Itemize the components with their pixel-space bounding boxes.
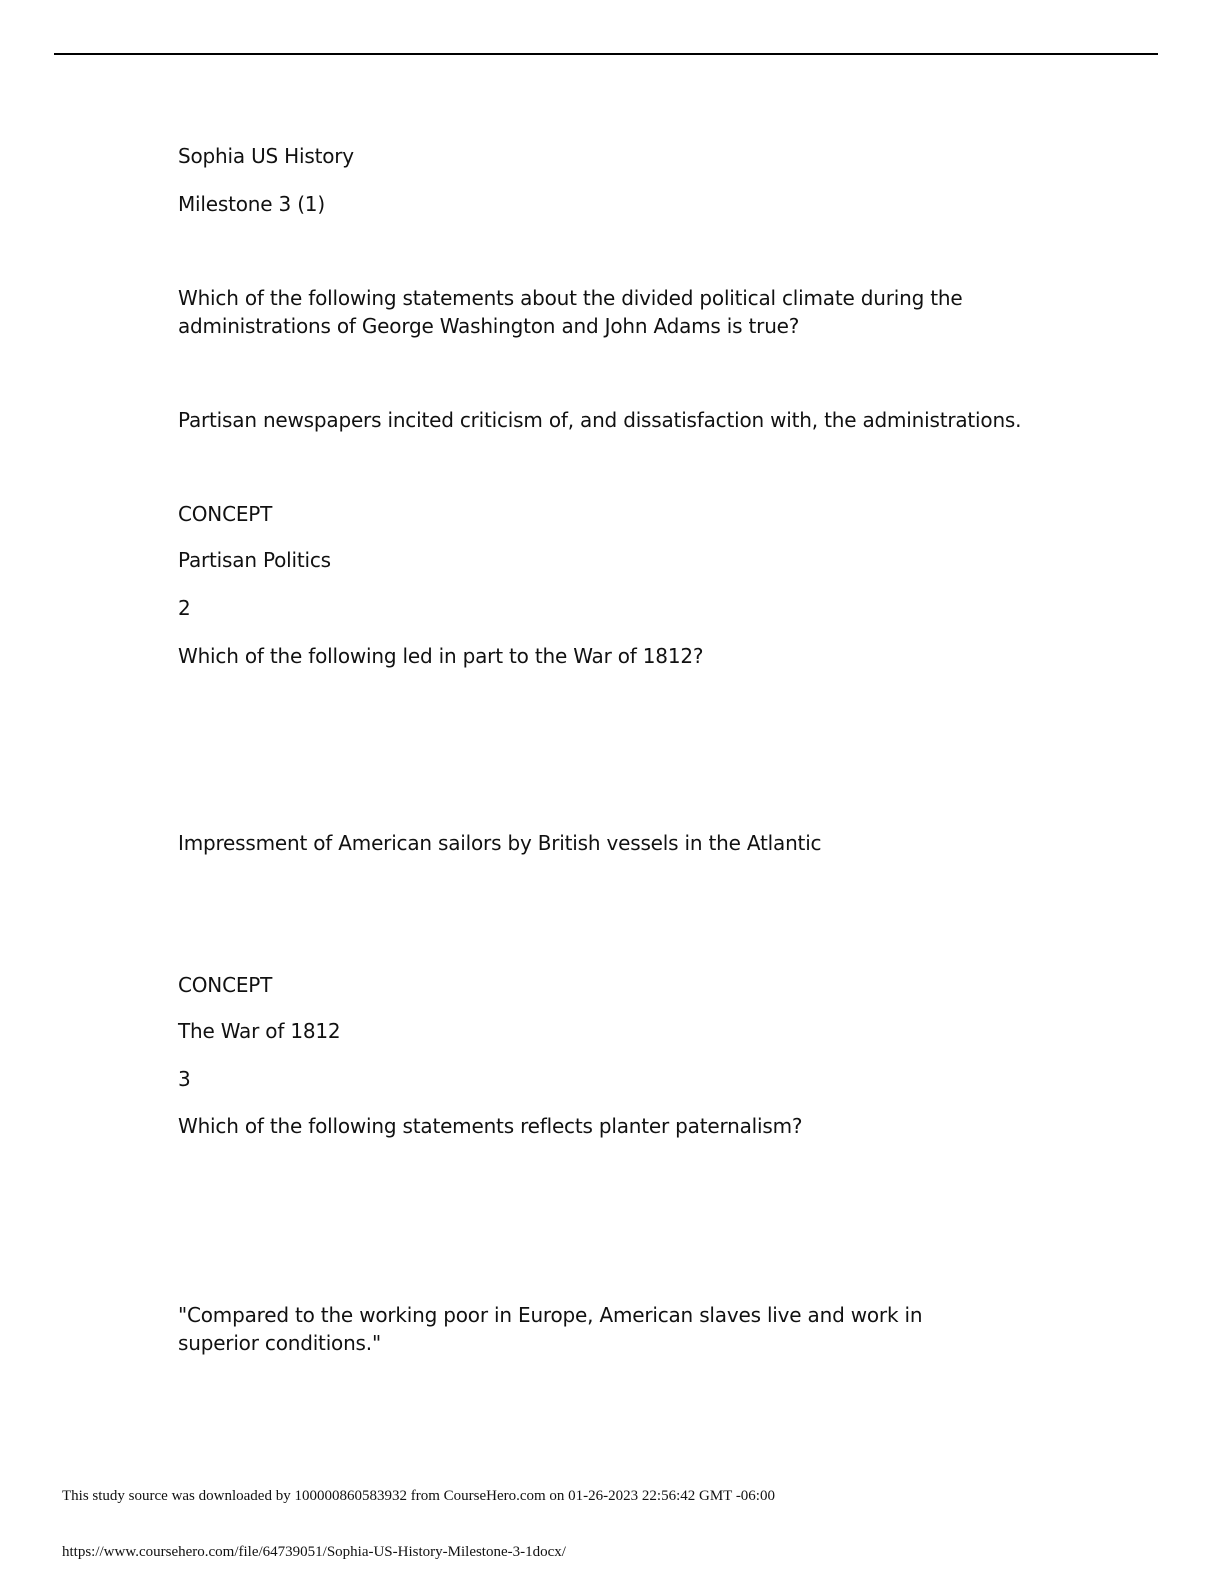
question-1-concept-heading: CONCEPT <box>178 502 273 526</box>
question-3-number: 3 <box>178 1067 191 1091</box>
question-3-text: Which of the following statements reflects planter paternalism? <box>178 1114 803 1138</box>
milestone-title: Milestone 3 (1) <box>178 192 325 216</box>
question-2-number: 2 <box>178 596 191 620</box>
question-1-concept: Partisan Politics <box>178 548 331 572</box>
course-title: Sophia US History <box>178 144 354 168</box>
question-2-concept: The War of 1812 <box>178 1019 341 1043</box>
download-notice: This study source was downloaded by 100000860583932 from CourseHero.com on 01-26-2023 22:56:42 GMT -06:00 <box>62 1488 775 1504</box>
question-3-answer: "Compared to the working poor in Europe, American slaves live and work in superior conditions." <box>178 1303 923 1355</box>
question-2-concept-heading: CONCEPT <box>178 973 273 997</box>
header-rule <box>54 53 1158 55</box>
question-2-text: Which of the following led in part to the War of 1812? <box>178 644 704 668</box>
question-1-text: Which of the following statements about the divided political climate during the administrations of George Washington and John Adams is true? <box>178 286 963 338</box>
question-2-answer: Impressment of American sailors by British vessels in the Atlantic <box>178 831 822 855</box>
source-url-link[interactable]: https://www.coursehero.com/file/64739051/Sophia-US-History-Milestone-3-1docx/ <box>62 1544 566 1560</box>
question-1-answer: Partisan newspapers incited criticism of, and dissatisfaction with, the administrations. <box>178 408 1022 432</box>
